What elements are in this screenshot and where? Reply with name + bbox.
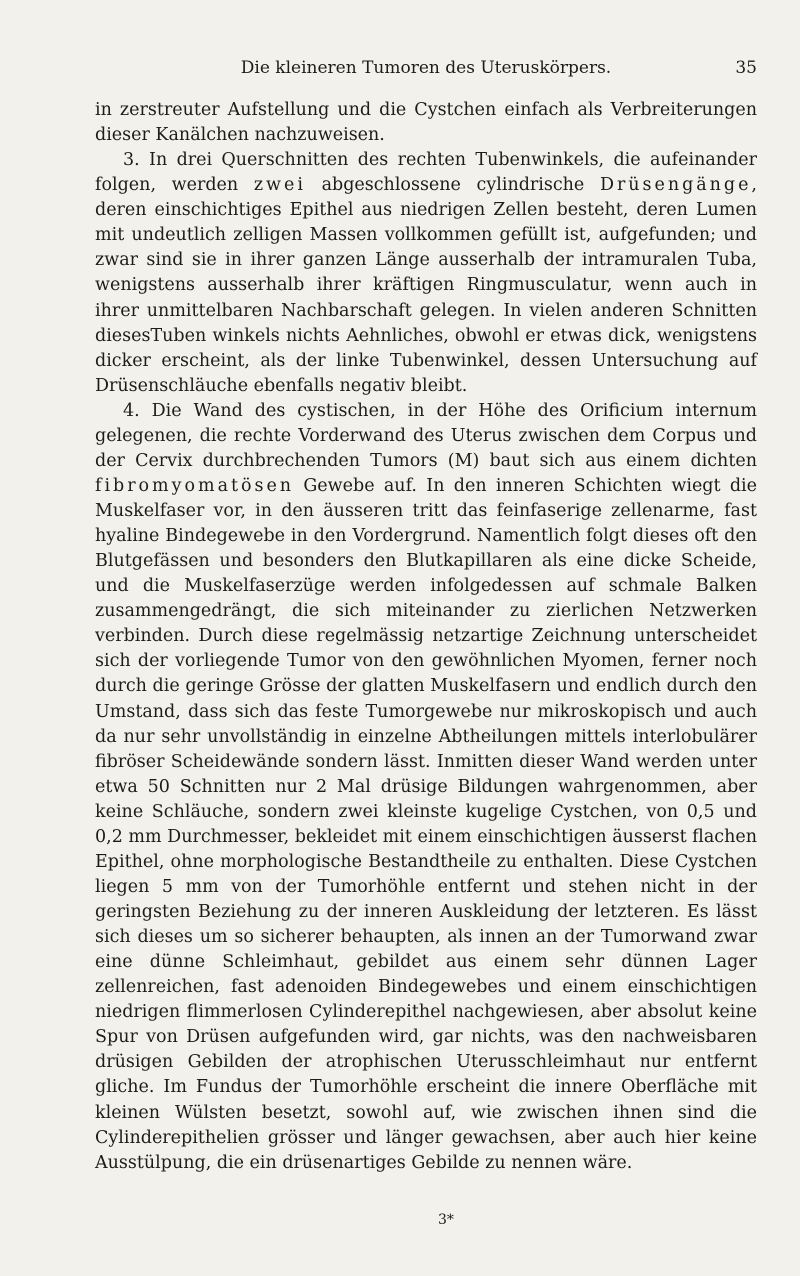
paragraph-3 — [95, 148, 757, 399]
paragraph-text: 4. Die Wand des cystischen, in der Höhe des Orificium internum gelegenen, die rechte Vorderwand des Uterus zwischen dem Corpus und der Cervix durchbrechenden Tumors (M) baut sich aus einem dichten — [95, 400, 757, 471]
running-head — [95, 56, 757, 80]
paragraph-text: 3. In drei Querschnitten des rechten Tubenwinkels, die aufeinander folgen, werden — [95, 150, 757, 196]
paragraph-continuation — [95, 98, 757, 148]
body-text — [95, 98, 757, 1176]
spaced-emphasis: zwei — [253, 175, 306, 196]
paragraph-text: abgeschlossene cylindrische — [305, 175, 600, 196]
paragraph-text: Gewebe auf. In den inneren Schichten wiegt die Muskelfaser vor, in den äusseren tritt das feinfaserige zellenarme, fast hyaline Bindegewebe in den Vordergrund. Namentlich folgt dieses oft den Blutgefässen und besonders den Blutkapillaren als eine dicke Scheide, und die Muskelfaserzüge werden infolgedessen auf schmale Balken zusammengedrängt, die sich miteinander zu zierlichen Netzwerken verbinden. Durch diese regelmässig netzartige Zeichnung unterscheidet sich der vorliegende Tumor von den gewöhnlichen Myomen, ferner noch durch die geringe Grösse der glatten Muskelfasern und endlich durch den Umstand, dass sich das feste Tumorgewebe nur mikroskopisch und auch da nur sehr unvollständig in einzelne Abtheilungen mittels interlobulärer fibröser Scheidewände sondern lässt. Inmitten dieser Wand werden unter etwa 50 Schnitten nur 2 Mal drüsige Bildungen wahrgenommen, aber keine Schläuche, sondern zwei kleinste kugelige Cystchen, von 0,5 und 0,2 mm Durchmesser, bekleidet mit einem einschichtigen äusserst flachen Epithel, ohne morphologische Bestandtheile zu enthalten. Diese Cystchen liegen 5 mm von der Tumorhöhle entfernt und stehen nicht in der geringsten Beziehung zu der inneren Auskleidung der letzteren. Es lässt sich dieses um so sicherer behaupten, als innen an der Tumorwand zwar eine dünne Schleimhaut, gebildet aus einem sehr dünnen Lager zellenreichen, fast adenoiden Bindegewebes und einem einschichtigen niedrigen flimmerlosen Cylinderepithel nachgewiesen, aber absolut keine Spur von Drüsen aufgefunden wird, gar nichts, was den nachweisbaren drüsigen Gebilden der atrophischen Uterusschleimhaut nur entfernt gliche. Im Fundus der Tumorhöhle erscheint die innere Oberfläche mit kleinen Wülsten besetzt, sowohl auf, wie zwischen ihnen sind die Cylinderepithelien grösser und länger gewachsen, aber auch hier keine Ausstülpung, die ein drüsenartiges Gebilde zu nennen wäre. — [95, 475, 757, 1173]
spaced-emphasis: Drüsengänge — [599, 175, 752, 196]
page-number: 35 — [735, 58, 757, 78]
paragraph-text: , deren einschichtiges Epithel aus niedrigen Zellen besteht, deren Lumen mit undeutlich zelligen Massen vollkommen gefüllt ist, aufgefunden; und zwar sind sie in ihrer ganzen Länge ausserhalb der intramuralen Tuba, wenigstens ausserhalb ihrer kräftigen Ringmusculatur, wenn auch in ihrer unmittelbaren Nachbarschaft gelegen. In vielen anderen Schnitten diesesTuben winkels nichts Aehnliches, obwohl er etwas dick, wenigstens dicker erscheint, als der linke Tubenwinkel, dessen Untersuchung auf Drüsenschläuche ebenfalls negativ bleibt. — [95, 175, 757, 396]
running-title: Die kleineren Tumoren des Uteruskörpers. — [240, 58, 612, 78]
paragraph-text: in zerstreuter Aufstellung und die Cystchen einfach als Verbreiterungen dieser Kanälchen nachzuweisen. — [95, 100, 757, 146]
spaced-emphasis: fibromyomatösen — [95, 475, 295, 496]
signature-mark: 3* — [438, 1212, 454, 1228]
paragraph-4 — [95, 399, 757, 1176]
